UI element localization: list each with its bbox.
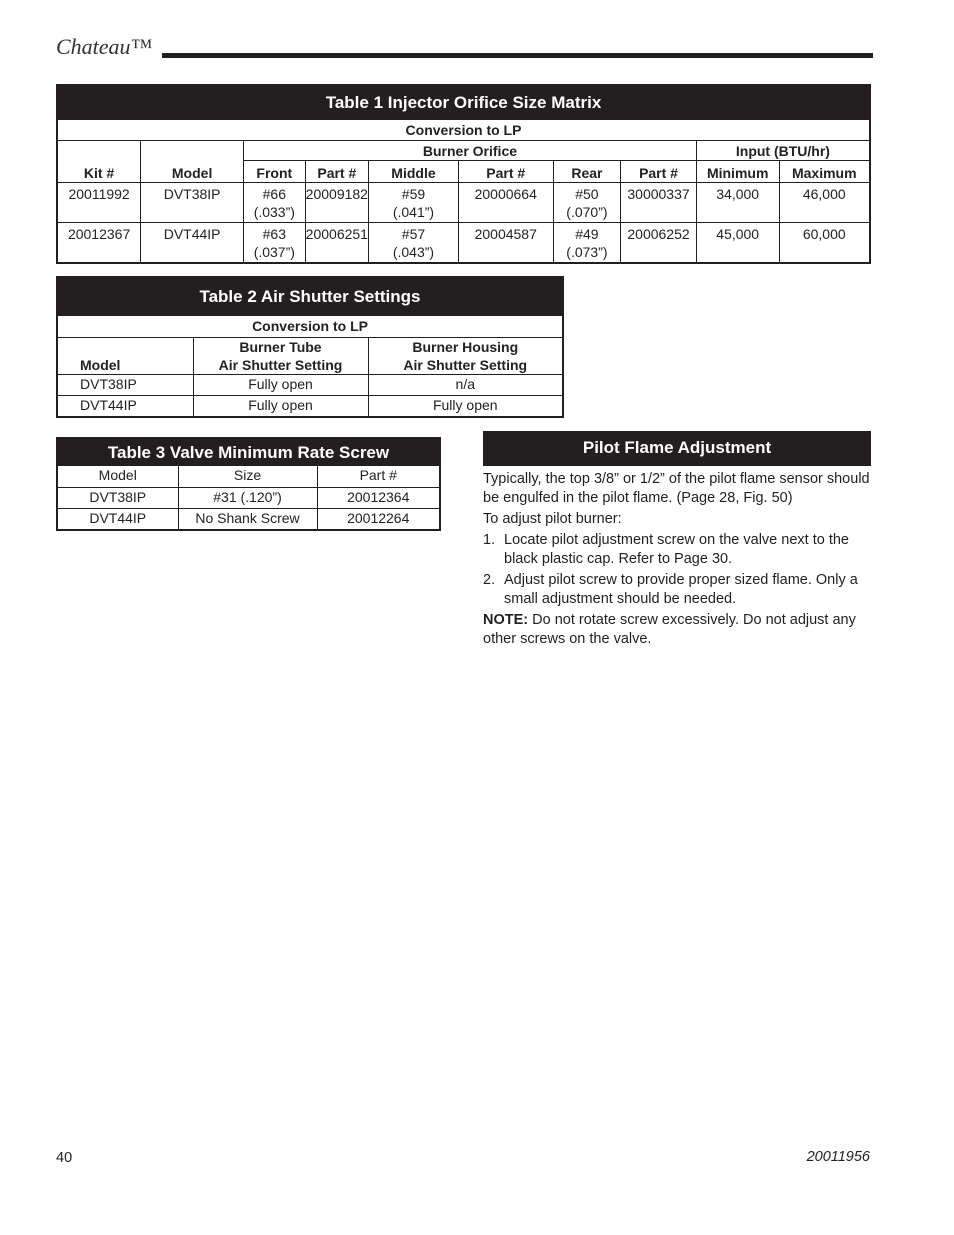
table-cell: DVT44IP (58, 395, 193, 416)
column-header: Part # (317, 466, 439, 487)
burner-orifice-header: Burner Orifice (244, 140, 697, 160)
column-header: Size (178, 466, 317, 487)
column-header: Part # (621, 160, 697, 182)
table-cell: 20012364 (317, 487, 439, 508)
input-header: Input (BTU/hr) (696, 140, 869, 160)
table-cell: 20004587 (458, 222, 553, 262)
table-cell: #57 (.043”) (369, 222, 459, 262)
header-title: Chateau™ (56, 34, 153, 59)
table-cell: 20009182 (305, 182, 369, 222)
column-header: Kit # (58, 160, 141, 182)
column-header: Minimum (696, 160, 779, 182)
table-cell: No Shank Screw (178, 508, 317, 529)
header-spacer (141, 140, 244, 160)
page-number: 40 (56, 1150, 73, 1166)
table-title: Table 3 Valve Minimum Rate Screw (58, 439, 439, 466)
column-header: Part # (305, 160, 369, 182)
table-cell: DVT38IP (58, 487, 178, 508)
table-cell: #31 (.120”) (178, 487, 317, 508)
table-cell: DVT38IP (58, 374, 193, 395)
table-cell: 34,000 (696, 182, 779, 222)
conversion-header: Conversion to LP (58, 120, 869, 140)
column-header: Front (244, 160, 306, 182)
table-cell: 20006252 (621, 222, 697, 262)
column-header: Part # (458, 160, 553, 182)
table-cell: 30000337 (621, 182, 697, 222)
table-row (58, 222, 869, 262)
header-spacer (58, 140, 141, 160)
column-header: Rear (553, 160, 621, 182)
header-rule (162, 53, 873, 58)
steps-list (483, 531, 871, 609)
table-air-shutter (56, 276, 564, 418)
table-cell: 46,000 (779, 182, 869, 222)
table-cell: 20012367 (58, 222, 141, 262)
intro-paragraph: Typically, the top 3/8” or 1/2” of the pilot flame sensor should be engulfed in the pilot flame. (Page 28, Fig. 50) (483, 471, 870, 506)
column-header: Burner Tube Air Shutter Setting (193, 337, 368, 374)
list-item: 2. Adjust pilot screw to provide proper sized flame. Only a small adjustment should be needed. (483, 572, 858, 607)
table-cell: #63 (.037”) (244, 222, 306, 262)
column-header: Burner Housing Air Shutter Setting (368, 337, 562, 374)
table-cell: DVT38IP (141, 182, 244, 222)
table-title: Table 1 Injector Orifice Size Matrix (58, 86, 869, 120)
table-cell: 20000664 (458, 182, 553, 222)
table-row (58, 395, 562, 416)
table-cell: #66 (.033”) (244, 182, 306, 222)
table-cell: #49 (.073”) (553, 222, 621, 262)
column-header: Model (141, 160, 244, 182)
table-row (58, 182, 869, 222)
table-cell: 20006251 (305, 222, 369, 262)
column-header: Model (58, 337, 193, 374)
column-header: Model (58, 466, 178, 487)
table-valve-rate-screw (56, 437, 441, 531)
table-cell: Fully open (193, 395, 368, 416)
table-cell: 60,000 (779, 222, 869, 262)
table-row (58, 374, 562, 395)
table-cell: Fully open (193, 374, 368, 395)
table-cell: 20012264 (317, 508, 439, 529)
table-cell: Fully open (368, 395, 562, 416)
document-number: 20011956 (806, 1149, 870, 1165)
table-cell: 20011992 (58, 182, 141, 222)
table-cell: DVT44IP (58, 508, 178, 529)
table-cell: #59 (.041”) (369, 182, 459, 222)
column-header: Middle (369, 160, 459, 182)
note-paragraph: NOTE: Do not rotate screw excessively. Do not adjust any other screws on the valve. (483, 612, 856, 647)
section-title: Pilot Flame Adjustment (483, 431, 871, 466)
table-injector-orifice (56, 84, 871, 264)
table-row (58, 487, 439, 508)
column-header: Maximum (779, 160, 869, 182)
table-cell: 45,000 (696, 222, 779, 262)
table-cell: #50 (.070”) (553, 182, 621, 222)
list-item: 1. Locate pilot adjustment screw on the valve next to the black plastic cap. Refer to Page 30. (483, 532, 849, 567)
table-row (58, 508, 439, 529)
lead-paragraph: To adjust pilot burner: (483, 511, 622, 527)
conversion-header: Conversion to LP (58, 316, 562, 337)
table-cell: n/a (368, 374, 562, 395)
table-title: Table 2 Air Shutter Settings (58, 278, 562, 316)
pilot-flame-section (483, 431, 871, 649)
table-cell: DVT44IP (141, 222, 244, 262)
